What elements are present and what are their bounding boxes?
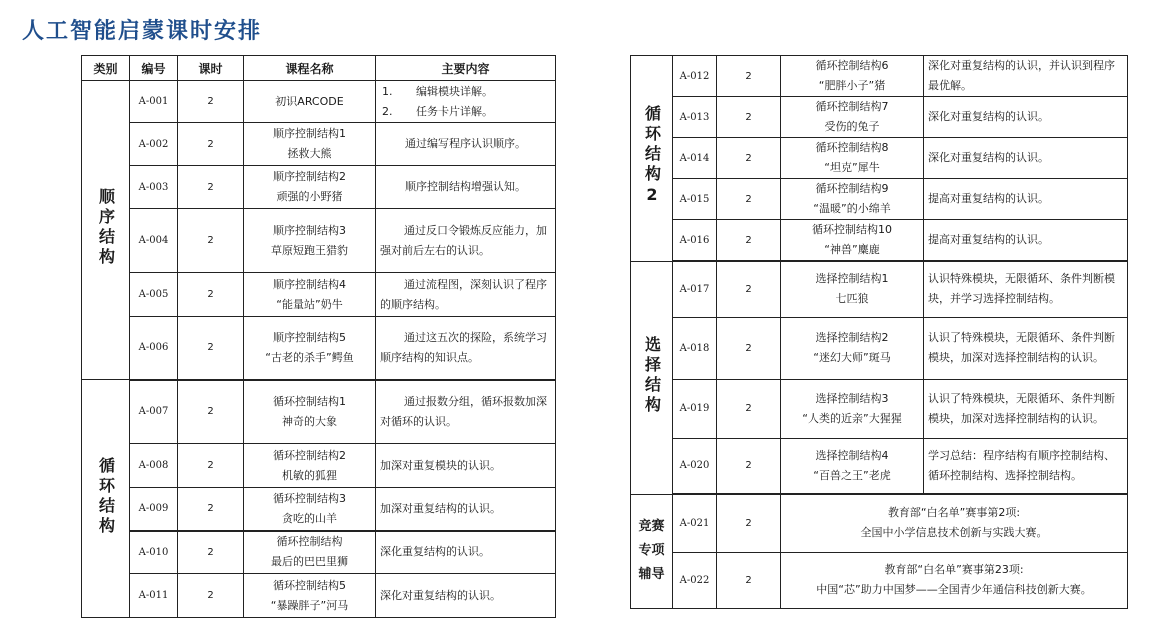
course-code: A-005	[130, 273, 178, 317]
content-list-item: 2. 任务卡片详解。	[382, 104, 493, 118]
competition-line1: 教育部“白名单”赛事第2项:	[887, 506, 1021, 520]
course-hours: 2	[717, 220, 781, 262]
course-hours: 2	[717, 179, 781, 220]
course-name	[781, 438, 924, 494]
table-row	[82, 81, 556, 123]
course-hours: 2	[178, 317, 244, 380]
course-name-line1: 顺序控制结构2	[273, 170, 346, 183]
course-name-line1: 循环控制结构8	[815, 141, 889, 154]
course-code: A-018	[673, 317, 717, 379]
course-hours: 2	[717, 552, 781, 608]
course-hours: 2	[178, 81, 244, 123]
table-row	[82, 488, 556, 531]
course-name-line2: 草原短跑王猎豹	[271, 243, 348, 257]
course-content	[376, 81, 556, 123]
course-code: A-010	[130, 531, 178, 574]
course-name-line1: 循环控制结构2	[273, 448, 346, 462]
table-row	[82, 209, 556, 273]
course-content: 认识了特殊模块，无限循环、条件判断模块，加深对选择控制结构的认识。	[924, 379, 1128, 438]
course-hours: 2	[178, 574, 244, 618]
course-name-line2: “坦克”犀牛	[824, 161, 880, 174]
table-row	[82, 317, 556, 380]
schedule-table-left	[81, 55, 556, 618]
course-code: A-002	[130, 123, 178, 166]
header-name: 课程名称	[244, 56, 376, 81]
course-content: 认识了特殊模块，无限循环、条件判断模块，加深对选择控制结构的认识。	[924, 317, 1128, 379]
course-code: A-019	[673, 379, 717, 438]
page-title: 人工智能启蒙课时安排	[22, 19, 263, 44]
category-competition	[631, 494, 673, 608]
course-name	[781, 97, 924, 138]
table-row	[631, 261, 1128, 317]
course-name	[244, 209, 376, 273]
course-name-line1: 循环控制结构7	[815, 100, 889, 113]
competition-line1: 教育部“白名单”赛事第23项:	[884, 563, 1024, 576]
header-hours: 课时	[178, 56, 244, 81]
course-name	[781, 56, 924, 97]
course-name-line1: 选择控制结构3	[815, 391, 889, 405]
table-row	[631, 179, 1128, 220]
competition-content	[781, 552, 1128, 608]
course-name-line2: “暴躁胖子”河马	[270, 598, 349, 612]
table-header-row	[82, 56, 556, 81]
course-name-line1: 循环控制结构1	[273, 394, 346, 408]
course-name-line2: “百兽之王”老虎	[813, 468, 891, 482]
course-code: A-001	[130, 81, 178, 123]
course-code: A-015	[673, 179, 717, 220]
course-content: 深化重复结构的认识。	[376, 531, 556, 574]
course-name-line2: 神奇的大象	[282, 414, 337, 428]
course-name-line1: 选择控制结构4	[815, 448, 889, 462]
course-code: A-004	[130, 209, 178, 273]
course-name	[244, 166, 376, 209]
table-row	[82, 380, 556, 444]
course-name-line1: 选择控制结构1	[815, 272, 889, 286]
course-hours: 2	[178, 531, 244, 574]
course-hours: 2	[178, 209, 244, 273]
category-sequence	[82, 81, 130, 380]
course-name-line2: “肥胖小子”猪	[818, 79, 886, 92]
course-name-line1: 顺序控制结构1	[273, 127, 346, 140]
course-name-line2: “温暖”的小绵羊	[813, 202, 891, 215]
course-name-line1: 循环控制结构6	[815, 59, 889, 72]
course-name	[244, 380, 376, 444]
course-hours: 2	[717, 97, 781, 138]
header-category: 类别	[82, 56, 130, 81]
course-name-line1: 循环控制结构	[276, 535, 343, 549]
course-content: 深化对重复结构的认识。	[924, 138, 1128, 179]
table-row	[631, 494, 1128, 552]
competition-content	[781, 494, 1128, 552]
header-content: 主要内容	[376, 56, 556, 81]
table-row	[631, 379, 1128, 438]
course-code: A-009	[130, 488, 178, 531]
table-row	[82, 166, 556, 209]
course-code: A-021	[673, 494, 717, 552]
course-name-line2: “能量站”奶牛	[276, 297, 343, 311]
course-hours: 2	[178, 444, 244, 488]
table-row	[82, 574, 556, 618]
course-content: 通过这五次的探险，系统学习顺序结构的知识点。	[376, 317, 556, 380]
category-label: 循环结构	[96, 456, 116, 537]
table-row	[82, 444, 556, 488]
course-hours: 2	[717, 56, 781, 97]
course-name	[244, 317, 376, 380]
course-content: 通过流程图，深刻认识了程序的顺序结构。	[376, 273, 556, 317]
course-code: A-003	[130, 166, 178, 209]
content-list-item: 1. 编辑模块详解。	[382, 84, 493, 98]
course-name-line1: 循环控制结构9	[815, 182, 889, 195]
category-label-line2: 专项	[638, 543, 665, 558]
course-content: 加深对重复结构的认识。	[376, 488, 556, 531]
table-row	[82, 273, 556, 317]
course-name-line2: “人类的近亲”大猩猩	[802, 411, 902, 425]
category-selection	[631, 261, 673, 494]
course-hours: 2	[178, 166, 244, 209]
table-row	[631, 317, 1128, 379]
course-name	[781, 179, 924, 220]
course-hours: 2	[717, 317, 781, 379]
course-name	[781, 261, 924, 317]
course-code: A-008	[130, 444, 178, 488]
course-hours: 2	[178, 380, 244, 444]
table-row	[82, 531, 556, 574]
competition-line2: 全国中小学信息技术创新与实践大赛。	[860, 526, 1048, 540]
course-content: 通过编写程序认识顺序。	[376, 123, 556, 166]
category-label-line1: 竞赛	[638, 519, 665, 534]
course-name	[781, 317, 924, 379]
course-name-line2: “古老的杀手”鳄鱼	[265, 350, 354, 364]
course-name	[244, 574, 376, 618]
course-name-line1: 初识ARCODE	[275, 94, 344, 108]
course-code: A-013	[673, 97, 717, 138]
category-label: 循环结构2	[642, 104, 662, 208]
course-content: 通过反口令锻炼反应能力，加强对前后左右的认识。	[376, 209, 556, 273]
course-hours: 2	[178, 273, 244, 317]
table-row	[631, 97, 1128, 138]
category-label: 顺序结构	[96, 188, 116, 268]
course-name-line2: 顽强的小野猪	[276, 190, 343, 203]
category-loop-2	[631, 56, 673, 262]
course-code: A-020	[673, 438, 717, 494]
course-code: A-006	[130, 317, 178, 380]
category-label: 选择结构	[642, 335, 662, 416]
course-name-line2: 受伤的兔子	[824, 120, 880, 133]
course-name	[244, 444, 376, 488]
course-name-line2: 七匹狼	[835, 292, 869, 306]
table-row	[631, 552, 1128, 608]
course-name-line2: “神兽”麋鹿	[824, 243, 880, 256]
course-code: A-022	[673, 552, 717, 608]
category-label-line3: 辅导	[638, 567, 665, 582]
header-code: 编号	[130, 56, 178, 81]
competition-line2: 中国“芯”助力中国梦——全国青少年通信科技创新大赛。	[816, 583, 1092, 596]
course-name	[244, 273, 376, 317]
course-hours: 2	[717, 438, 781, 494]
course-hours: 2	[717, 494, 781, 552]
course-name	[781, 220, 924, 262]
course-hours: 2	[178, 488, 244, 531]
course-name-line1: 循环控制结构3	[273, 491, 346, 505]
course-name-line2: “迷幻大师”斑马	[813, 351, 891, 364]
course-name-line1: 顺序控制结构5	[273, 330, 346, 344]
course-name-line1: 循环控制结构10	[812, 223, 892, 236]
course-content: 深化对重复结构的认识。	[376, 574, 556, 618]
course-code: A-012	[673, 56, 717, 97]
course-name	[244, 81, 376, 123]
table-row	[631, 438, 1128, 494]
table-row	[631, 220, 1128, 262]
course-name-line1: 循环控制结构5	[273, 578, 346, 592]
course-name-line2: 最后的巴巴里狮	[271, 555, 348, 569]
course-hours: 2	[178, 123, 244, 166]
course-code: A-007	[130, 380, 178, 444]
course-content: 学习总结：程序结构有顺序控制结构、循环控制结构、选择控制结构。	[924, 438, 1128, 494]
course-hours: 2	[717, 138, 781, 179]
course-code: A-014	[673, 138, 717, 179]
course-name	[244, 488, 376, 531]
course-hours: 2	[717, 379, 781, 438]
schedule-table-right	[630, 55, 1128, 609]
course-name-line2: 机敏的狐狸	[282, 468, 337, 482]
category-loop	[82, 380, 130, 618]
table-row	[631, 56, 1128, 97]
course-name-line1: 选择控制结构2	[815, 331, 889, 344]
table-row	[631, 138, 1128, 179]
course-name	[244, 123, 376, 166]
course-hours: 2	[717, 261, 781, 317]
course-content: 认识特殊模块，无限循环、条件判断模块，并学习选择控制结构。	[924, 261, 1128, 317]
course-name-line1: 顺序控制结构3	[273, 223, 346, 237]
course-code: A-011	[130, 574, 178, 618]
course-code: A-016	[673, 220, 717, 262]
course-content: 深化对重复结构的认识。	[924, 97, 1128, 138]
course-name	[781, 138, 924, 179]
course-content: 提高对重复结构的认识。	[924, 220, 1128, 262]
course-content: 提高对重复结构的认识。	[924, 179, 1128, 220]
course-name-line2: 拯救大熊	[287, 147, 332, 160]
table-row	[82, 123, 556, 166]
course-name-line1: 顺序控制结构4	[273, 277, 346, 291]
course-content: 通过报数分组，循环报数加深对循环的认识。	[376, 380, 556, 444]
course-name	[781, 379, 924, 438]
course-code: A-017	[673, 261, 717, 317]
course-name-line2: 贪吃的山羊	[282, 511, 337, 525]
course-name	[244, 531, 376, 574]
course-content: 深化对重复结构的认识，并认识到程序最优解。	[924, 56, 1128, 97]
course-content: 顺序控制结构增强认知。	[376, 166, 556, 209]
course-content: 加深对重复模块的认识。	[376, 444, 556, 488]
